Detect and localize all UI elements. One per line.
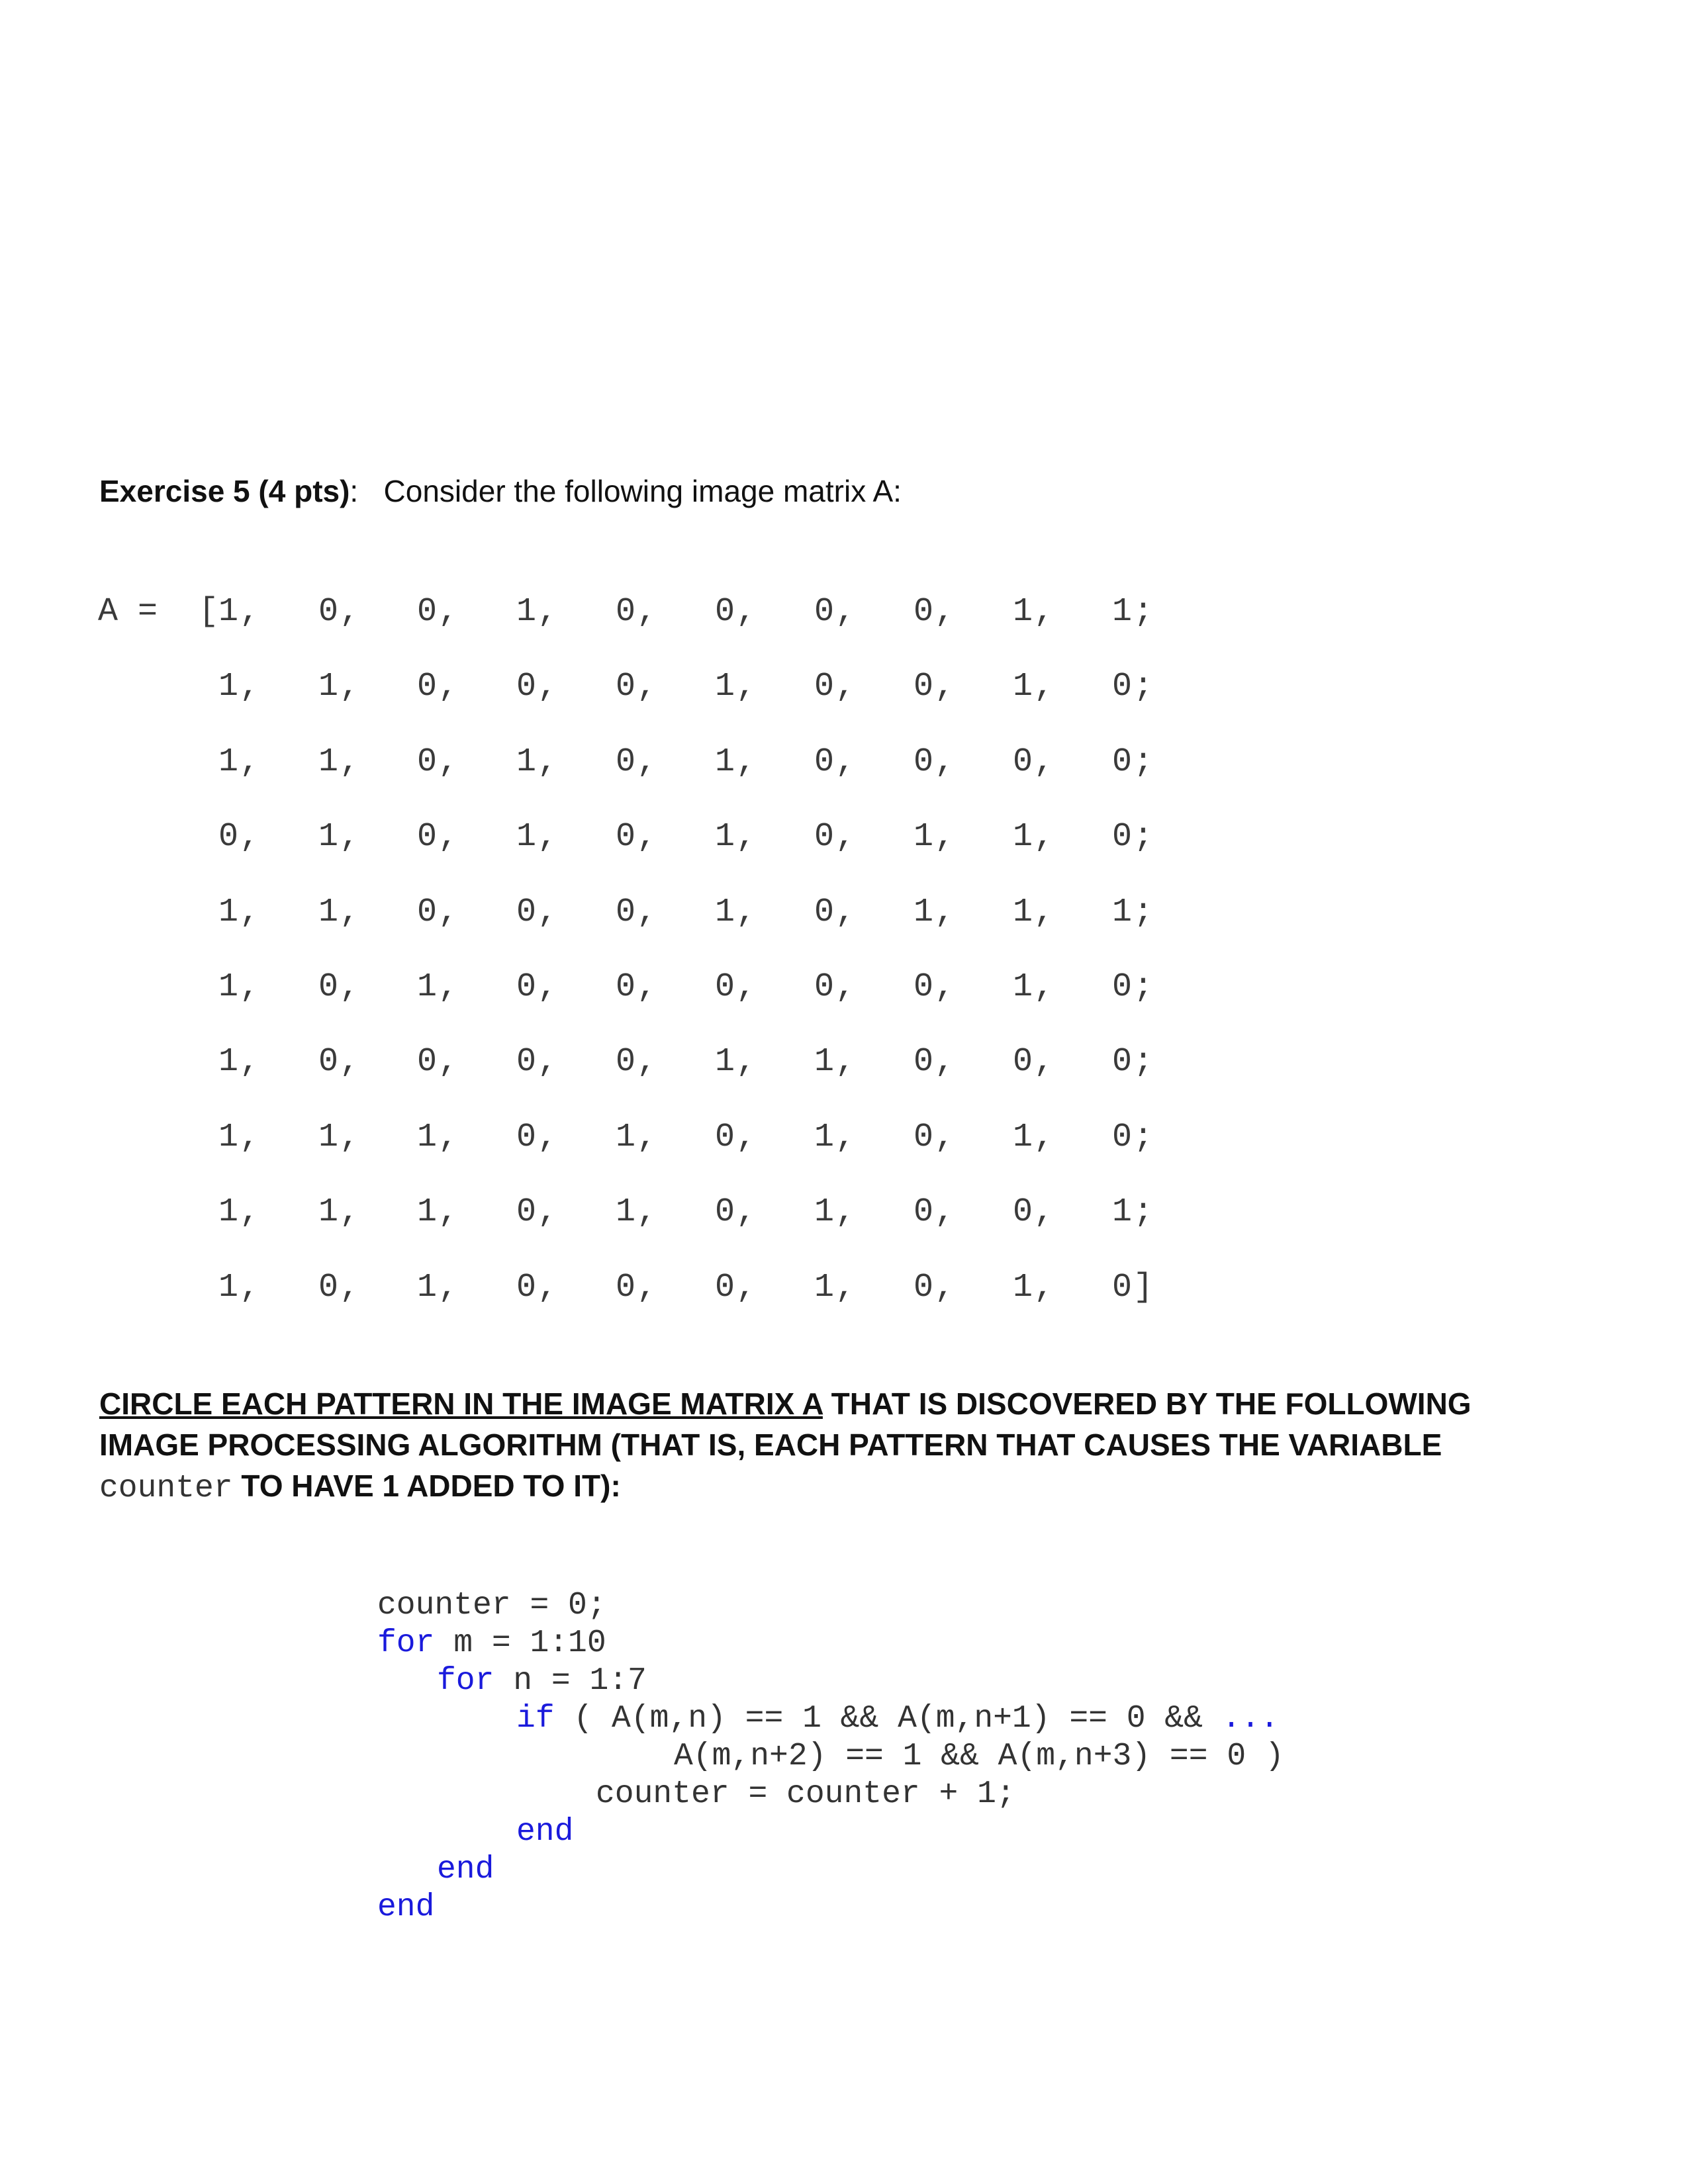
heading-colon: : [350, 474, 359, 508]
keyword-if: if [516, 1701, 555, 1737]
matrix-separator: , [340, 1268, 360, 1306]
matrix-separator: , [935, 1043, 955, 1081]
matrix-separator: , [438, 743, 459, 781]
matrix-cell: 1 [1013, 893, 1033, 931]
matrix-cell: 1 [318, 668, 339, 706]
matrix-separator: , [637, 1118, 657, 1156]
matrix-separator: , [1034, 1268, 1055, 1306]
matrix-cell: 1 [1013, 968, 1033, 1006]
matrix-cell: 1 [616, 1118, 636, 1156]
matrix-separator: , [240, 1043, 260, 1081]
matrix-cell: 1 [715, 818, 735, 856]
code-line-5: A(m,n+2) == 1 && A(m,n+3) == 0 ) [674, 1739, 1284, 1774]
matrix-cell: 1 [417, 1193, 438, 1232]
keyword-for-outer: for [377, 1625, 435, 1661]
matrix-cell: 1 [218, 1043, 239, 1081]
matrix-separator: , [538, 893, 558, 931]
matrix-cell: 1 [1013, 1118, 1033, 1156]
matrix-separator: , [340, 1043, 360, 1081]
matrix-separator: , [935, 893, 955, 931]
matrix-separator: , [736, 1193, 757, 1232]
matrix-separator: , [835, 743, 856, 781]
code-line-6: counter = counter + 1; [596, 1776, 1015, 1812]
keyword-end-outer: end [377, 1889, 435, 1925]
matrix-separator: , [736, 818, 757, 856]
matrix-separator: , [637, 743, 657, 781]
matrix-cell: 1 [1112, 893, 1133, 931]
matrix-cell: 0 [814, 818, 835, 856]
matrix-cell: 0 [417, 818, 438, 856]
matrix-cell: 1 [417, 1118, 438, 1156]
exercise-label: Exercise 5 (4 pts) [99, 474, 350, 508]
matrix-cell: 0 [616, 968, 636, 1006]
matrix-separator: , [637, 593, 657, 631]
matrix-separator: , [935, 818, 955, 856]
matrix-cell: 0 [1112, 1118, 1133, 1156]
matrix-cell: 0 [814, 593, 835, 631]
matrix-separator: , [340, 1118, 360, 1156]
matrix-separator: , [538, 593, 558, 631]
matrix-cell: 0 [516, 1043, 537, 1081]
matrix-separator: , [835, 1193, 856, 1232]
matrix-cell: 1 [814, 1043, 835, 1081]
matrix-cell: 0 [914, 1043, 934, 1081]
matrix-separator: , [240, 1118, 260, 1156]
matrix-cell: 1 [1112, 593, 1133, 631]
matrix-cell: 0 [914, 968, 934, 1006]
matrix-separator: , [340, 1193, 360, 1232]
matrix-separator: , [1034, 1118, 1055, 1156]
matrix-cell: 0 [914, 1193, 934, 1232]
matrix-cell: 0 [616, 1043, 636, 1081]
matrix-separator: , [538, 968, 558, 1006]
matrix-separator: ; [1133, 743, 1154, 781]
matrix-separator: , [438, 893, 459, 931]
matrix-separator: , [240, 968, 260, 1006]
continuation-ellipsis: ... [1221, 1701, 1280, 1737]
matrix-separator: , [935, 1268, 955, 1306]
matrix-separator: , [1034, 893, 1055, 931]
matrix-separator: , [835, 893, 856, 931]
matrix-cell: 0 [218, 818, 239, 856]
matrix-cell: 0 [1013, 1043, 1033, 1081]
matrix-separator: ; [1133, 893, 1154, 931]
matrix-separator: , [438, 1268, 459, 1306]
matrix-separator: , [1034, 1043, 1055, 1081]
code-line-2-rest: m = 1:10 [434, 1625, 606, 1661]
matrix-separator: , [736, 743, 757, 781]
matrix-separator: , [538, 743, 558, 781]
matrix-separator: , [240, 1268, 260, 1306]
matrix-cell: 1 [914, 893, 934, 931]
matrix-separator: , [240, 668, 260, 706]
matrix-separator: , [835, 968, 856, 1006]
matrix-cell: 0 [914, 593, 934, 631]
matrix-cell: 1 [814, 1193, 835, 1232]
matrix-separator: , [340, 593, 360, 631]
matrix-separator: , [240, 743, 260, 781]
matrix-cell: 0 [616, 893, 636, 931]
matrix-cell: 1 [1013, 1268, 1033, 1306]
matrix-separator: , [438, 593, 459, 631]
matrix-cell: 1 [616, 1193, 636, 1232]
matrix-separator: , [835, 818, 856, 856]
matrix-cell: 0 [516, 1118, 537, 1156]
matrix-separator: , [637, 818, 657, 856]
matrix-separator: , [935, 1193, 955, 1232]
exercise-heading [99, 471, 902, 511]
code-line-4-rest: ( A(m,n) == 1 && A(m,n+1) == 0 && [554, 1701, 1222, 1737]
keyword-for-inner: for [437, 1663, 494, 1699]
matrix-cell: 0 [516, 968, 537, 1006]
matrix-cell: 1 [1013, 593, 1033, 631]
matrix-cell: 1 [318, 1193, 339, 1232]
instruction-text [99, 1383, 1575, 1509]
matrix-separator: , [935, 743, 955, 781]
matrix-cell: 0 [417, 743, 438, 781]
matrix-separator: ; [1133, 1193, 1154, 1232]
matrix-separator: ; [1133, 1043, 1154, 1081]
matrix-separator: , [538, 818, 558, 856]
matrix-cell: 1 [516, 818, 537, 856]
matrix-separator: , [637, 893, 657, 931]
matrix-separator: , [438, 818, 459, 856]
matrix-cell: 1 [417, 1268, 438, 1306]
matrix-separator: , [438, 668, 459, 706]
matrix-cell: 1 [218, 668, 239, 706]
matrix-cell: 0 [616, 668, 636, 706]
matrix-separator: , [935, 593, 955, 631]
matrix-cell: 1 [814, 1268, 835, 1306]
matrix-separator: , [538, 668, 558, 706]
matrix-cell: 0 [318, 1043, 339, 1081]
matrix-separator: , [935, 1118, 955, 1156]
matrix-cell: 0 [1112, 743, 1133, 781]
code-line-3 [437, 1662, 647, 1700]
matrix-separator: , [736, 1118, 757, 1156]
matrix-separator: , [340, 893, 360, 931]
matrix-separator: , [538, 1268, 558, 1306]
matrix-separator: , [736, 1268, 757, 1306]
matrix-cell: 1 [715, 743, 735, 781]
matrix-separator: , [240, 893, 260, 931]
matrix-separator: , [736, 1043, 757, 1081]
matrix-separator: ; [1133, 1118, 1154, 1156]
matrix-separator: , [736, 668, 757, 706]
heading-text: Consider the following image matrix A: [383, 474, 902, 508]
matrix-open-bracket: [ [199, 593, 219, 631]
matrix-separator: , [637, 968, 657, 1006]
matrix-separator: , [538, 1118, 558, 1156]
matrix-separator: , [340, 743, 360, 781]
matrix-separator: , [240, 593, 260, 631]
matrix-cell: 1 [417, 968, 438, 1006]
matrix-separator: , [935, 968, 955, 1006]
matrix-separator: , [835, 1268, 856, 1306]
matrix-cell: 0 [417, 668, 438, 706]
matrix-cell: 0 [417, 893, 438, 931]
matrix-separator: ; [1133, 668, 1154, 706]
matrix-cell: 1 [516, 593, 537, 631]
matrix-cell: 0 [1112, 968, 1133, 1006]
matrix-separator: , [438, 968, 459, 1006]
matrix-cell: 0 [1013, 743, 1033, 781]
matrix-cell: 1 [1013, 818, 1033, 856]
matrix-cell: 0 [616, 1268, 636, 1306]
matrix-cell: 1 [218, 893, 239, 931]
matrix-cell: 0 [516, 668, 537, 706]
keyword-end-if: end [516, 1814, 574, 1850]
matrix-cell: 1 [715, 893, 735, 931]
matrix-separator: , [240, 818, 260, 856]
matrix-cell: 1 [715, 668, 735, 706]
matrix-separator: , [1034, 743, 1055, 781]
matrix-separator: , [835, 593, 856, 631]
matrix-cell: 1 [218, 1268, 239, 1306]
matrix-cell: 0 [914, 1268, 934, 1306]
matrix-cell: 1 [218, 593, 239, 631]
matrix-separator: , [835, 668, 856, 706]
keyword-end-inner: end [437, 1852, 494, 1888]
matrix-separator: , [1034, 668, 1055, 706]
matrix-cell: 0 [814, 743, 835, 781]
matrix-cell: 0 [914, 743, 934, 781]
matrix-cell: 1 [1112, 1193, 1133, 1232]
matrix-separator: , [637, 1193, 657, 1232]
matrix-separator: , [538, 1043, 558, 1081]
matrix-separator: , [736, 593, 757, 631]
matrix-cell: 0 [914, 1118, 934, 1156]
matrix-separator: , [1034, 818, 1055, 856]
matrix-separator: ] [1133, 1268, 1154, 1306]
matrix-cell: 1 [318, 743, 339, 781]
matrix-separator: , [637, 1043, 657, 1081]
matrix-separator: , [340, 818, 360, 856]
matrix-cell: 0 [1112, 1268, 1133, 1306]
matrix-cell: 0 [814, 968, 835, 1006]
matrix-cell: 0 [318, 593, 339, 631]
matrix-separator: , [1034, 1193, 1055, 1232]
matrix-cell: 0 [616, 818, 636, 856]
code-line-4 [516, 1700, 1279, 1738]
code-line-3-rest: n = 1:7 [494, 1663, 647, 1699]
matrix-cell: 0 [914, 668, 934, 706]
matrix-separator: , [538, 1193, 558, 1232]
matrix-separator: , [340, 668, 360, 706]
matrix-cell: 0 [814, 893, 835, 931]
matrix-cell: 0 [1112, 1043, 1133, 1081]
matrix-separator: , [637, 1268, 657, 1306]
matrix-cell: 0 [616, 743, 636, 781]
matrix-separator: , [736, 893, 757, 931]
matrix-separator: ; [1133, 818, 1154, 856]
instruction-code-word: counter [99, 1471, 233, 1506]
matrix-cell: 0 [516, 1193, 537, 1232]
matrix-separator: , [835, 1043, 856, 1081]
matrix-cell: 0 [417, 593, 438, 631]
matrix-cell: 1 [318, 893, 339, 931]
matrix-separator: , [240, 1193, 260, 1232]
matrix-cell: 0 [715, 968, 735, 1006]
matrix-cell: 1 [814, 1118, 835, 1156]
matrix-separator: ; [1133, 593, 1154, 631]
matrix-separator: , [935, 668, 955, 706]
matrix-cell: 1 [218, 1118, 239, 1156]
matrix-cell: 1 [1013, 668, 1033, 706]
matrix-cell: 1 [318, 818, 339, 856]
matrix-separator: , [438, 1118, 459, 1156]
matrix-cell: 0 [814, 668, 835, 706]
matrix-separator: , [1034, 968, 1055, 1006]
matrix-separator: ; [1133, 968, 1154, 1006]
matrix-separator: , [438, 1193, 459, 1232]
matrix-cell: 0 [516, 1268, 537, 1306]
matrix-cell: 0 [715, 1193, 735, 1232]
matrix-cell: 1 [914, 818, 934, 856]
instruction-part1: THAT IS DISCOVERED BY THE FOLLOWING IMAGE PROCESSING ALGORITHM (THAT IS, EACH PATTERN THAT CAUSES THE VARIABLE [99, 1387, 1472, 1462]
instruction-part2: TO HAVE 1 ADDED TO IT): [232, 1469, 621, 1503]
matrix-cell: 0 [616, 593, 636, 631]
matrix-cell: 0 [318, 968, 339, 1006]
matrix-cell: 0 [1112, 668, 1133, 706]
matrix-cell: 0 [318, 1268, 339, 1306]
matrix-separator: , [736, 968, 757, 1006]
matrix-separator: , [1034, 593, 1055, 631]
code-line-1: counter = 0; [377, 1588, 606, 1623]
matrix-cell: 1 [715, 1043, 735, 1081]
matrix-cell: 0 [715, 1118, 735, 1156]
matrix-separator: , [340, 968, 360, 1006]
matrix-cell: 0 [715, 593, 735, 631]
matrix-cell: 1 [218, 743, 239, 781]
instruction-underlined: CIRCLE EACH PATTERN IN THE IMAGE MATRIX A [99, 1387, 823, 1421]
matrix-cell: 0 [516, 893, 537, 931]
matrix-cell: 1 [218, 968, 239, 1006]
matrix-cell: 1 [218, 1193, 239, 1232]
matrix-label: A = [98, 593, 158, 631]
matrix-cell: 1 [318, 1118, 339, 1156]
matrix-separator: , [835, 1118, 856, 1156]
matrix-cell: 0 [417, 1043, 438, 1081]
code-line-2 [377, 1625, 606, 1662]
matrix-cell: 1 [516, 743, 537, 781]
matrix-cell: 0 [715, 1268, 735, 1306]
matrix-separator: , [438, 1043, 459, 1081]
matrix-separator: , [637, 668, 657, 706]
matrix-cell: 0 [1112, 818, 1133, 856]
matrix-cell: 0 [1013, 1193, 1033, 1232]
